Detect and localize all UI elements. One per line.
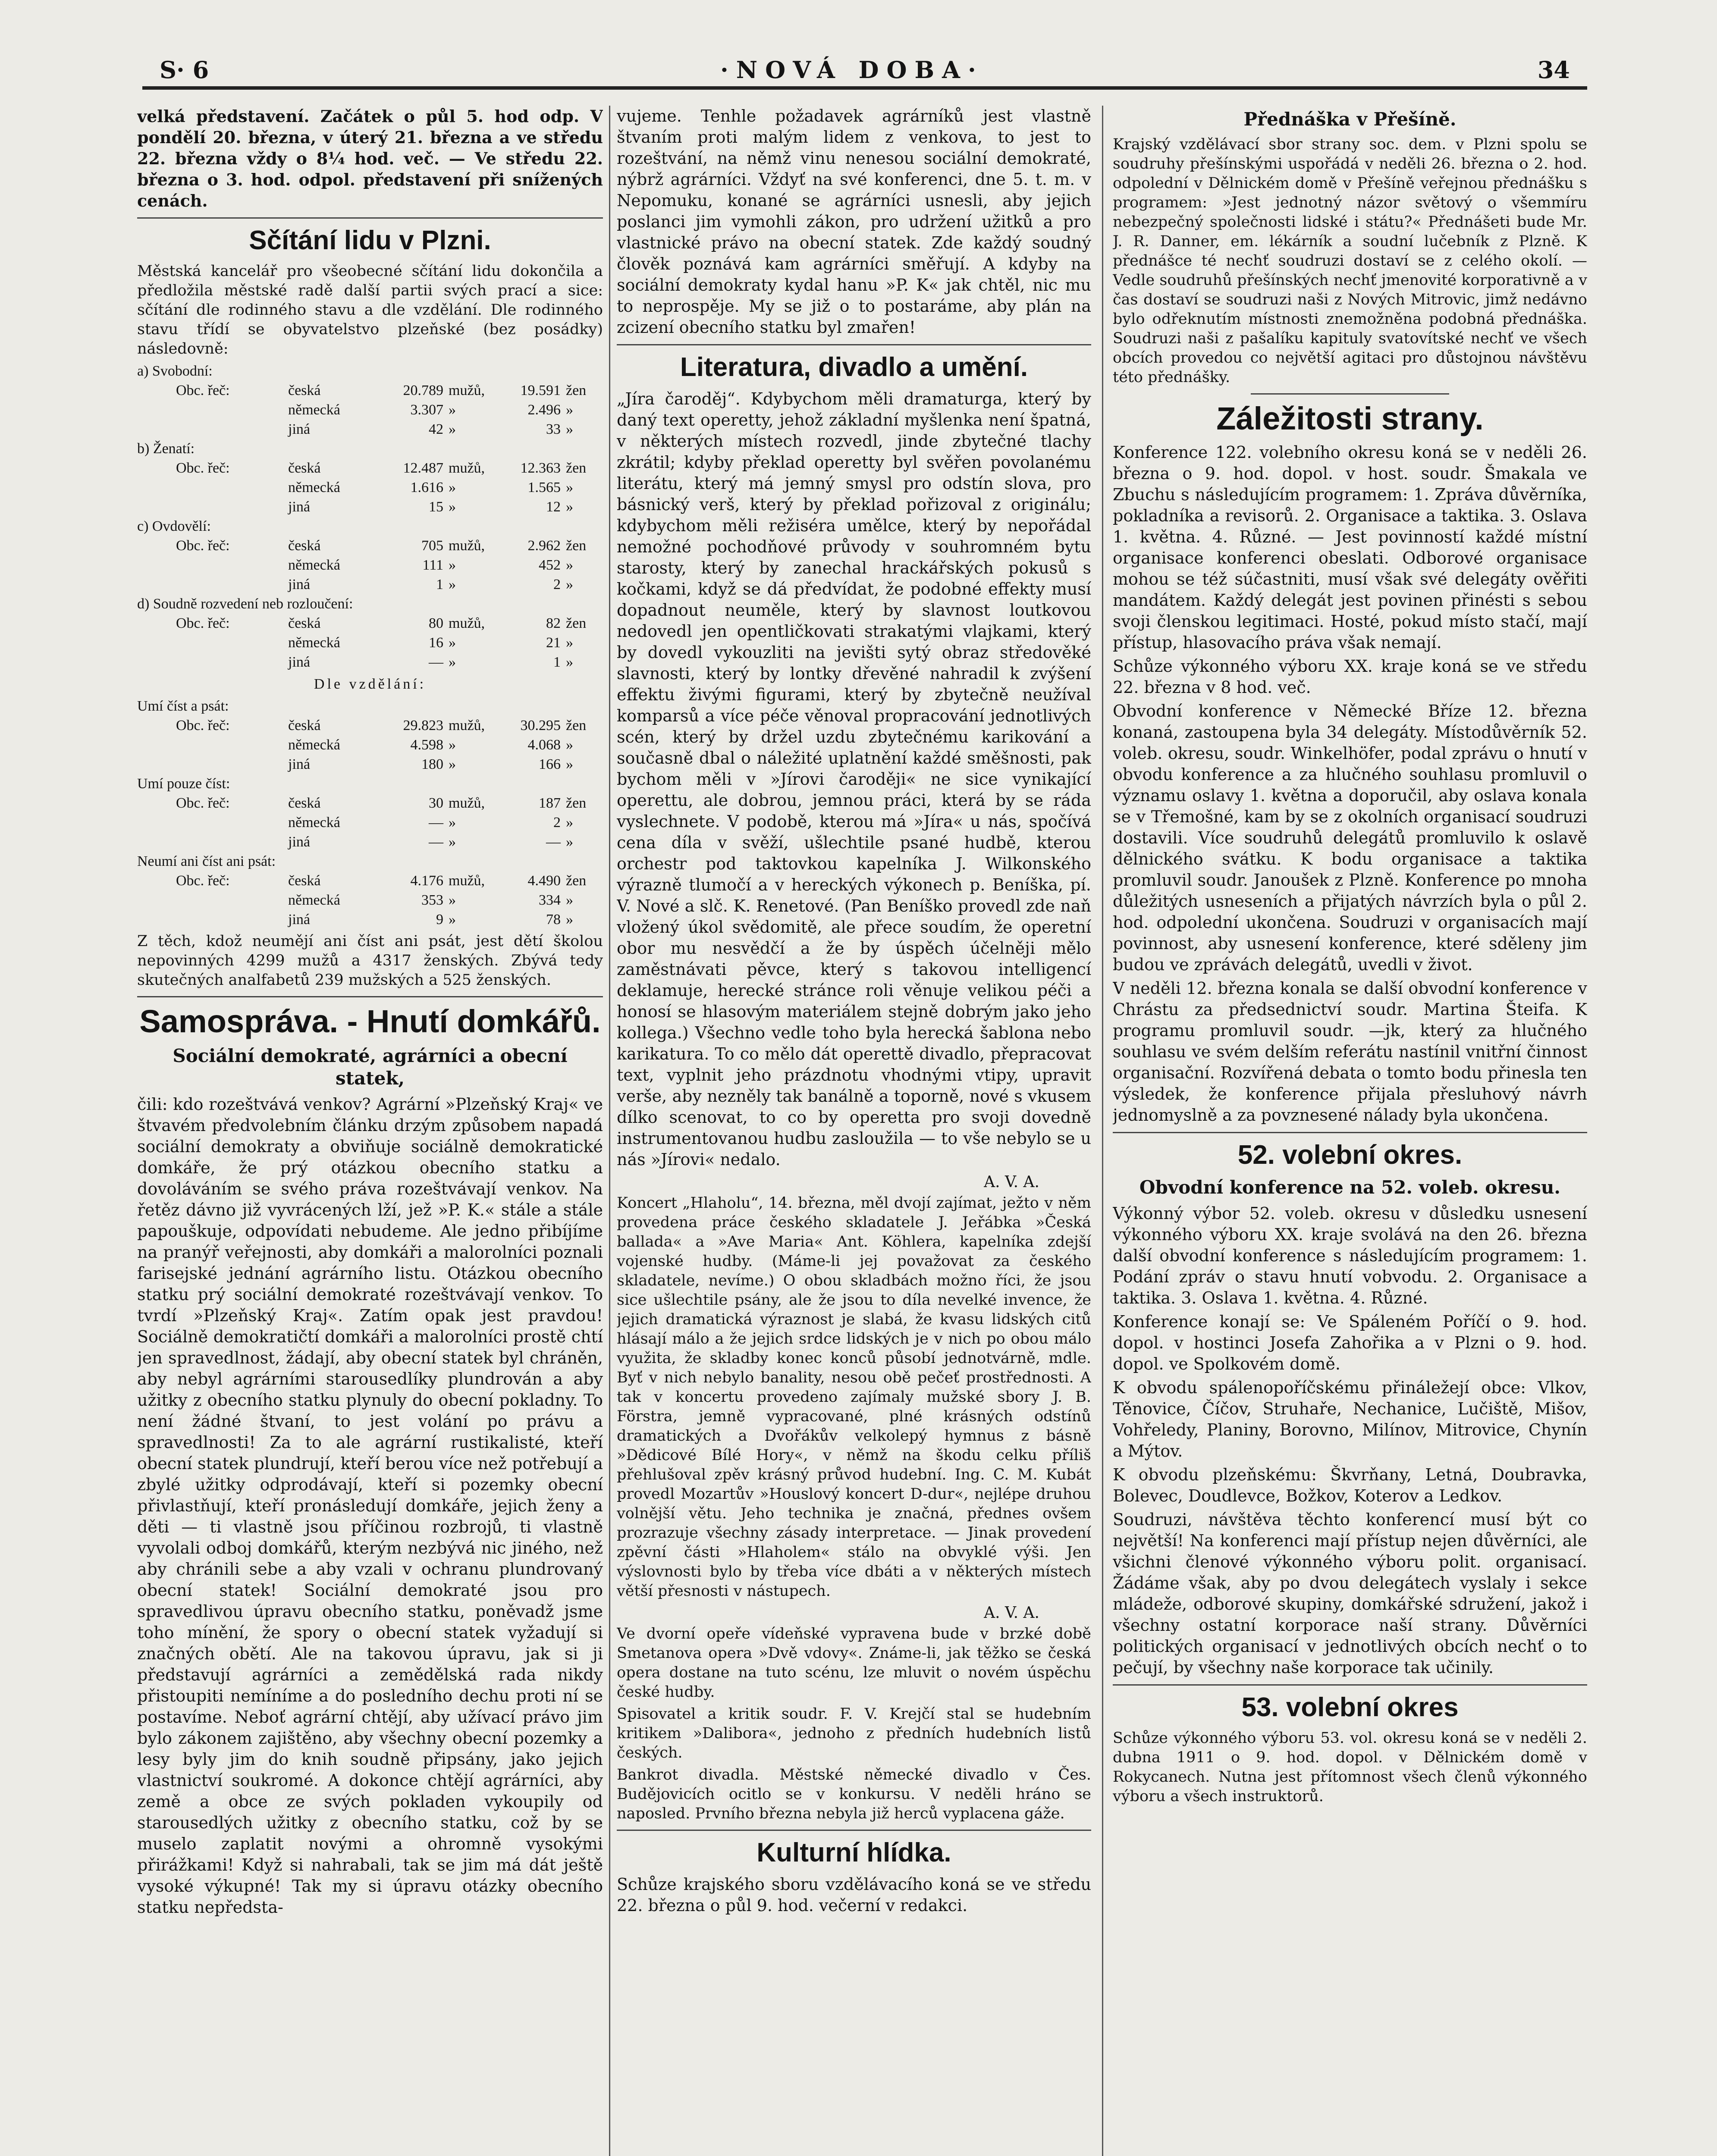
table-cell-cat: Obc. řeč: [176, 795, 230, 811]
table-cell-f: 166 [539, 756, 561, 772]
conference-122: Konference 122. volebního okresu koná se v neděli 26. března o 9. hod. dopol. v host. soudr. Šmakala ve Zbuchu s následujícím programem: 1. Zpráva důvěrníka, pokladníka a revisorů. 2. Organisace a taktika. 3. Oslava 1. května. 4. Různé. — Jest povinností každé místní organisace konferenci obeslati. Odborové organisace mohou se též súčastniti, musí však své delegáty ověřiti mandátem. Každý delegát jest povinen přinésti s sebou svoji členskou legitimaci. Hosté, pokud místo stačí, mají přístup, hlasovacího práva však nemají. [1113, 443, 1587, 652]
table-group-label: a) Svobodní: [137, 363, 213, 379]
table-cell-fu: » [566, 557, 573, 573]
table-cell-m: 4.176 [410, 873, 443, 889]
theatre-intro: velká představení. Začátek o půl 5. hod odp. V pondělí 20. března, v úterý 21. března a ve středu 22. března vždy o 8¼ hod. več. — Ve středu 22. března o 3. hod. odpol. představení při snížených cenách. [137, 107, 603, 210]
table-cell-cat [137, 497, 288, 517]
table-cell-m: 111 [422, 557, 443, 573]
table-cell-lang: německá [288, 737, 340, 753]
table-cell-m: 42 [429, 421, 443, 437]
conference-nemecka-briza: Obvodní konference v Německé Bříze 12. března konaná, zastoupena byla 34 delegáty. Místodůvěrník 52. voleb. okresu, soudr. Winkelhöfer, podal zprávu o hnutí v obvodu konference a za hlučného souhlasu promluvil o významu oslavy 1. května a doporučil, aby oslava konala se v Třemošné, kam by se z okolních organisací soudruzi dostavili. Více soudruhů delegátů promluvilo k oslavě dělnického svátku. K bodu organisace a taktika promluvil soudr. Janoušek z Plzně. Konference po mnoha důležitých usneseních a přijatých návrzích byla o půl 2. hod. odpolední ukončena. Soudruzi v organisacích mají povinnost, aby usnesení konference, které sděleny jim budou ve zprávách delegátů, uvedli v život. [1113, 702, 1587, 974]
table-cell-fu: » [566, 892, 573, 908]
table-cell-f: — [546, 834, 561, 850]
hlahol-concert: Koncert „Hlaholu“, 14. března, měl dvojí zajímat, ježto v něm provedena práce českého skladatele J. Jeřábka »Česká ballada« a »Ave Maria« Ant. Köhlera, kapelníka zdejší vojenské hudby. (Máme-li jej považovat za českého skladatele, nevíme.) O obou skladbách možno říci, že jsou sice ušlechtile psány, ale že jsou to díla nevelké invence, že jejich dramatická výraznost je slabá, že kvasu lidských citů hlásají málo a že jejich srdce lidských je v nich po obou málo využita, že skladby konec konců působí jednotvárně, mdle. Byť v nich nebylo banality, nesou obě pečeť prostřednosti. A tak v koncertu provedeno zajímaly mužské sbory J. B. Förstra, jemně vypracované, plné krásných odstínů dramatických a Dvořákův velkolepý hymnus z básně »Dědicové Bílé Hory«, v němž na škodu celku příliš přehlušoval zpěv krásný průvod hudební. Ing. C. M. Kubát provedl Mozartův »Houslový koncert D-dur«, nejlépe druhou volnější větu. Jeho technika je značná, přednes ovšem prozrazuje všechny zásady interpretace. — Jinak provedení zpěvní části »Hlaholem« stálo na obvyklé výši. Jen výslovnosti bylo by třeba více dbáti a v některých místech větší přesnosti v nástupech. [617, 1194, 1091, 1600]
table-cell-m: 353 [421, 892, 443, 908]
table-row [137, 575, 603, 594]
table-cell-mu: mužů, [449, 538, 485, 554]
table-cell-fu: žen [566, 795, 587, 811]
divider [1113, 1684, 1587, 1686]
table-cell-f: 21 [546, 635, 561, 651]
cultural-text: Schůze krajského sboru vzdělávacího koná se ve středu 22. března o půl 9. hod. večerní v redakci. [617, 1875, 1091, 1915]
table-cell-lang: německá [288, 557, 340, 573]
table-cell-fu: žen [566, 538, 587, 554]
table-cell-mu: mužů, [449, 382, 485, 398]
table-cell-mu: » [449, 834, 456, 850]
table-cell-lang: jiná [288, 421, 310, 437]
table-row [137, 910, 603, 929]
table-cell-fu: žen [566, 382, 587, 398]
theatre-bankrupt-note: Bankrot divadla. Městské německé divadlo v Čes. Budějovicích ocitlo se v konkursu. V neděli hráno se naposled. Prvního března nebyla již herců vyplacena gáže. [617, 1766, 1091, 1822]
table-cell-mu: » [449, 654, 456, 670]
table-row [137, 497, 603, 517]
table-row [137, 633, 603, 652]
column-1 [137, 106, 603, 2156]
table-cell-cat [137, 633, 288, 652]
table-row [137, 555, 603, 575]
table-cell-mu: mužů, [449, 873, 485, 889]
table-cell-m: 1.616 [410, 479, 443, 495]
table-group-label: Umí pouze číst: [137, 776, 230, 792]
table-cell-f: 1 [553, 654, 561, 670]
table-cell-cat: Obc. řeč: [176, 718, 230, 733]
table-group-label: c) Ovdovělí: [137, 518, 211, 534]
table-row [137, 614, 603, 633]
table-cell-cat: Obc. řeč: [176, 873, 230, 889]
table-cell-cat [137, 755, 288, 774]
table-cell-f: 19.591 [520, 382, 561, 398]
column-3 [1113, 106, 1587, 2156]
divider [617, 344, 1091, 345]
table-cell-m: 705 [421, 538, 443, 554]
table-cell-m: 9 [436, 912, 443, 928]
table-cell-cat [137, 400, 288, 420]
table-cell-cat [137, 575, 288, 594]
table-cell-fu: žen [566, 615, 587, 631]
table-cell-cat: Obc. řeč: [176, 460, 230, 476]
table-cell-lang: česká [288, 538, 321, 554]
table-row [137, 832, 603, 852]
table-cell-lang: česká [288, 718, 321, 733]
table-row [137, 652, 603, 672]
table-row [137, 890, 603, 910]
literature-title: Literatura, divadlo a umění. [680, 352, 1028, 382]
table-cell-lang: německá [288, 635, 340, 651]
column-2 [617, 106, 1091, 2156]
table-cell-mu: » [449, 635, 456, 651]
page-number-left: S· 6 [160, 56, 209, 84]
table-cell-m: — [429, 654, 443, 670]
signature: A. V. A. [984, 1173, 1039, 1191]
table-cell-lang: jiná [288, 912, 310, 928]
education-table [137, 696, 603, 929]
census-closing: Z těch, kdož neumějí ani číst ani psát, jest dětí školou nepovinných 4299 mužů a 4317 ženských. Zbývá tedy skutečných analfabetů 239 mužských a 525 ženských. [137, 933, 603, 989]
samosprava-subtitle: Sociální demokraté, agrárníci a obecní statek, [173, 1045, 568, 1089]
district-52-plzen: K obvodu plzeňskému: Škvrňany, Letná, Doubravka, Bolevec, Doudlevce, Božkov, Koterov a Ledkov. [1113, 1465, 1587, 1505]
divider [1113, 1132, 1587, 1133]
table-cell-lang: jiná [288, 654, 310, 670]
masthead-title: ·NOVÁ DOBA· [720, 56, 984, 84]
table-cell-mu: mužů, [449, 615, 485, 631]
table-cell-f: 82 [546, 615, 561, 631]
table-cell-f: 2.496 [527, 402, 561, 418]
table-cell-mu: mužů, [449, 718, 485, 733]
table-row [137, 536, 603, 555]
table-cell-fu: » [566, 499, 573, 515]
table-cell-f: 2 [553, 577, 561, 592]
column-divider [609, 106, 610, 2156]
table-cell-f: 4.068 [527, 737, 561, 753]
divider [1251, 393, 1449, 395]
table-cell-m: 16 [429, 635, 443, 651]
table-cell-lang: jiná [288, 577, 310, 592]
census-title: Sčítání lidu v Plzni. [249, 226, 491, 255]
jira-review: „Jíra čaroděj“. Kdybychom měli dramaturga, který by daný text operetty, jehož základní myšlenka není špatná, v některých místech rozvedl, jinde zbytečné tlachy zkrátil; kdyby překlad operetty byl svěřen povolanému literátu, který má jemný smysl pro odstín slova, pro básnický verš, který by překlad pořizoval z originálu; kdybychom měli režiséra umělce, který by nepořádal nemožné pochodňové průvody v souhromném bytu starosty, který by zanechal hrackářských pokusů s kočkami, když se dá předvídat, že podobné effekty musí dopadnout neuměle, který by slavnost loutkovou nedovedl jen opentličkovati strakatými vlajkami, který by dovedl vykouzliti na jevišti sytý obraz středověké slavnosti, který by lontky dřevěné nahradil k zvýšení effektu živými figurami, který by zbytečně neužíval komparsů a více péče věnoval propracování jednotlivých scén, který by držel uzdu zbytečnému karikování a současně dbal o náležité uplatnění každé směšnosti, pak bychom měli v »Jírovi čaroději« ne sice vynikající operettu, ale dobrou, jemnou práci, která by se ráda vyslechnete. V podobě, kterou má »Jíra« u nás, spočívá cena díla v svěží, ušlechtile psané hudbě, kterou orchestr pod taktovkou kapelníka J. Wilkonského výrazně tlumočí a v hereckých výkonech p. Beníška, pí. V. Nové a slč. K. Renetové. (Pan Beníško provedl zde naň vložený úkol svědomitě, ale přece soudím, že operetní obor mu nesvědčí a že by úspěch účelněji mělo zaměstnávati pěvce, který s takovou intelligencí deklamuje, herecké stránce roli věnuje velikou péči a honosí se hlasovým materiálem stejně dobrým jako jeho kollega.) Všechno vedle toho byla herecká šablona nebo karikatura. To co mělo dát operettě divadlo, přepracovat text, vyplnit jeho prázdnotu vhodnými vtipy, upravit verše, aby nezněly tak banálně a toporně, nové s vkusem dílko scenovat, to co by operetta pro svoji dovedně instrumentovanou hudbu zasloužila — to vše nebylo se u nás »Jírovi« nedalo. [617, 389, 1091, 1169]
page-header [142, 52, 1587, 86]
table-cell-m: 80 [429, 615, 443, 631]
table-cell-lang: česká [288, 382, 321, 398]
table-cell-lang: česká [288, 873, 321, 889]
table-cell-lang: jiná [288, 834, 310, 850]
table-cell-m: 180 [421, 756, 443, 772]
table-row [137, 813, 603, 832]
krejci-note: Spisovatel a kritik soudr. F. V. Krejčí stal se hudebním kritikem »Dalibora«, jednoho z předních hudebních listů českých. [617, 1705, 1091, 1761]
census-table [137, 361, 603, 672]
page-number-right: 34 [1537, 56, 1570, 84]
vienna-opera-note: Ve dvorní opeře vídeňské vypravena bude v brzké době Smetanova opera »Dvě vdovy«. Známe-li, jak těžko se česká opera dostane na tuto scénu, lze mluvit o novém úspěchu české hudby. [617, 1625, 1091, 1701]
table-cell-fu: žen [566, 460, 587, 476]
table-cell-lang: česká [288, 615, 321, 631]
table-cell-fu: » [566, 834, 573, 850]
committee-xx: Schůze výkonného výboru XX. kraje koná se ve středu 22. března v 8 hod. več. [1113, 657, 1587, 697]
table-cell-fu: » [566, 815, 573, 830]
table-cell-mu: » [449, 499, 456, 515]
lecture-title: Přednáška v Přešíně. [1243, 109, 1456, 130]
table-cell-lang: jiná [288, 756, 310, 772]
table-cell-lang: česká [288, 795, 321, 811]
table-cell-f: 12.363 [520, 460, 561, 476]
table-cell-fu: » [566, 635, 573, 651]
table-cell-fu: » [566, 421, 573, 437]
table-row [137, 793, 603, 813]
district-52-text: Výkonný výbor 52. voleb. okresu v důsledku usnesení výkonného výboru XX. kraje svolává na den 26. března další obvodní konference s následujícím programem: 1. Podání zpráv o stavu hnutí vobvodu. 2. Organisace a taktika. 3. Oslava 1. května. 4. Různé. [1113, 1204, 1587, 1307]
table-row [137, 400, 603, 420]
table-cell-m: 4.598 [410, 737, 443, 753]
table-cell-m: — [429, 834, 443, 850]
table-cell-f: 1.565 [527, 479, 561, 495]
table-cell-f: 2 [553, 815, 561, 830]
lecture-text: Krajský vzdělávací sbor strany soc. dem. v Plzni spolu se soudruhy přešínskými uspořádá v neděli 26. března o 2. hod. odpolední v Dělnickém domě v Přešíně veřejnou přednášku s programem: »Jest jednotný názor světový o všemmíru nebezpečný společnosti lidské i státu?« Přednášeti bude Mr. J. R. Danner, em. lékárník a soudní lučebník z Plzně. K přednášce té nechť soudruzi dostaví se z celého okolí. — Vedle soudruhů přešínských nechť jmenovité korporativně a v čas dostaví se soudruzi naši z Nových Mitrovic, jimž nedávno bylo odřeknutím místnosti znemožněna podobná přednáška. Soudruzi naši z pašalíku kapituly svatovítské nechť ve všech obcích provedou co největší agitaci pro důstojnou návštěvu této přednášky. [1113, 136, 1587, 386]
table-cell-mu: » [449, 421, 456, 437]
table-cell-lang: jiná [288, 499, 310, 515]
table-group-label: b) Ženatí: [137, 441, 195, 457]
table-cell-fu: žen [566, 718, 587, 733]
table-cell-cat [137, 813, 288, 832]
table-cell-cat [137, 890, 288, 910]
census-text: Městská kancelář pro všeobecné sčítání lidu dokončila a předložila městské radě další partii svých prací a sice: sčítání dle rodinného stavu a dle vzdělání. Dle rodinného stavu třídí se obyvatelstvo plzeňské (bez posádky) následovně: [137, 263, 603, 357]
table-row [137, 458, 603, 478]
table-cell-m: 29.823 [403, 718, 443, 733]
education-heading [137, 674, 603, 694]
table-cell-fu: » [566, 756, 573, 772]
table-cell-f: 4.490 [527, 873, 561, 889]
table-cell-mu: » [449, 892, 456, 908]
education-heading-text: Dle vzdělání: [314, 676, 427, 692]
table-cell-m: 3.307 [410, 402, 443, 418]
table-cell-mu: » [449, 577, 456, 592]
table-row [137, 716, 603, 735]
table-cell-m: 20.789 [403, 382, 443, 398]
table-row [137, 478, 603, 497]
table-cell-cat [137, 832, 288, 852]
table-cell-mu: » [449, 737, 456, 753]
district-53-text: Schůze výkonného výboru 53. vol. okresu koná se v neděli 2. dubna 1911 o 9. hod. dopol. v Dělnickém domě v Rokycanech. Nutna jest přítomnost všech členů výkonného výboru a všech instruktorů. [1113, 1730, 1587, 1805]
table-cell-m: 1 [436, 577, 443, 592]
header-rule [142, 86, 1587, 90]
table-cell-fu: žen [566, 873, 587, 889]
table-cell-lang: německá [288, 479, 340, 495]
table-cell-fu: » [566, 479, 573, 495]
table-group-label: Umí číst a psát: [137, 698, 229, 714]
table-cell-cat: Obc. řeč: [176, 382, 230, 398]
signature: A. V. A. [984, 1604, 1039, 1622]
table-cell-mu: » [449, 479, 456, 495]
table-cell-cat: Obc. řeč: [176, 615, 230, 631]
table-group-label: d) Soudně rozvedení neb rozloučení: [137, 596, 353, 612]
district-52-venues: Konference konají se: Ve Spáleném Poříčí o 9. hod. dopol. v hostinci Josefa Zahořika a v Plzni o 9. hod. dopol. ve Spolkovém domě. [1113, 1312, 1587, 1373]
table-cell-fu: » [566, 577, 573, 592]
table-cell-cat [137, 735, 288, 755]
table-row [137, 755, 603, 774]
table-cell-f: 187 [539, 795, 561, 811]
district-52-subtitle: Obvodní konference na 52. voleb. okresu. [1139, 1177, 1561, 1198]
table-cell-lang: německá [288, 815, 340, 830]
table-cell-mu: » [449, 815, 456, 830]
table-cell-m: 15 [429, 499, 443, 515]
samosprava-text: čili: kdo rozeštvává venkov? Agrární »Plzeňský Kraj« ve štvavém předvolebním článku drzým způsobem napadá sociální demokraty a obviňuje sociálně demokratické domkáře, že prý otázkou obecního statku a dovoláváním se svého práva rozeštvávají venkov. Na řetěz dávno již vyvrácených lží, jež »P. K.« stále a stále papouškuje, odpovídati nebudeme. Ale jedno přibíjíme na pranýř veřejnosti, aby domkáři a malorolníci poznali farisejské jednání agrárního listu. Otázkou obecního statku prý sociální demokraté rozeštvávají venkov. To tvrdí »Plzeňský Kraj«. Zatím opak jest pravdou! Sociálně demokratičtí domkáři a malorolníci prostě chtí jen spravedlnost, žádají, aby obecní statek byl chráněn, aby nebyl agrárními starousedlíky plundrován a aby užitky z obecního statku plynuly do obecní pokladny. To není žádné štvaní, to jest volání po právu a spravedlnosti! Za to ale agrární rustikalisté, kteří obecní statek plundrují, kteří berou více než potřebují a zbylé užitky odprodávají, kteří si pozemky obecní přivlastňují, kteří pronásledují domkáře, jejich ženy a děti — ti vlastně jsou příčinou rozbrojů, ti vlastně vyvolali odboj domkářů, kterým nezbývá nic jiného, než aby chránili sebe a aby vzali v ochranu plundrovaný obecní statek! Sociální demokraté jsou pro spravedlivou úpravu obecního statku, poněvadž jsme toho mínění, že spory o obecní statek vyžadují si značných obětí. Ale na takovou úpravu, jak si ji představují agrárníci a zemědělská rada nikdy přistoupiti nemíníme a do posledního dechu proti ní se postavíme. Neboť agrární chtějí, aby užívací právo jim bylo zákonem zajištěno, aby všechny obecní pozemky a lesy byly jim do knih soudně připsány, jako jejich vlastnictví soukromé. A dokonce chtějí agrárníci, aby země a obce ze svých pokladen vykoupily od starousedlých užitky z obecního statku, což by se muselo zaplatit novými a ohromně vysokými přirážkami! Když si nahrabali, tak se jim má dát ještě vysoké výkupné! Tak my si úpravu otázky obecního statku nepředsta- [137, 1095, 603, 1917]
table-row [137, 735, 603, 755]
divider [617, 1830, 1091, 1831]
table-cell-mu: » [449, 557, 456, 573]
table-cell-cat [137, 420, 288, 439]
column-divider [1102, 106, 1103, 2156]
table-cell-fu: » [566, 737, 573, 753]
table-cell-f: 78 [546, 912, 561, 928]
table-cell-m: — [429, 815, 443, 830]
district-53-title: 53. volební okres [1241, 1692, 1459, 1722]
table-cell-cat [137, 910, 288, 929]
district-52-appeal: Soudruzi, návštěva těchto konferencí musí být co největší! Na konferenci mají přístup nejen důvěrníci, ale všichni členové výkonného výboru polit. organisací. Žádáme však, aby po dvou delegátech vyslaly i sekce mládeže, odborové skupiny, domkářské sdružení, jakož i všechny ostatní korporace naší strany. Důvěrníci politických organisací v jednotlivých obcích nechť o to pečují, by všechny naše korporace tak učinily. [1113, 1510, 1587, 1677]
party-title: Záležitosti strany. [1216, 401, 1484, 436]
table-cell-fu: » [566, 654, 573, 670]
table-cell-cat [137, 478, 288, 497]
table-cell-f: 33 [546, 421, 561, 437]
table-row [137, 420, 603, 439]
divider [137, 996, 603, 997]
table-cell-mu: » [449, 912, 456, 928]
district-52-spalene: K obvodu spálenopoříčskému přináležejí obce: Vlkov, Těnovice, Číčov, Struhaře, Nechanice, Lučiště, Mišov, Vohřeledy, Planiny, Borovno, Milínov, Mitrovice, Chynín a Mýtov. [1113, 1378, 1587, 1460]
table-cell-f: 334 [539, 892, 561, 908]
table-cell-lang: německá [288, 402, 340, 418]
table-cell-m: 30 [429, 795, 443, 811]
table-row [137, 381, 603, 400]
table-cell-lang: česká [288, 460, 321, 476]
table-group-label: Neumí ani číst ani psát: [137, 853, 276, 869]
table-row [137, 871, 603, 890]
cultural-title: Kulturní hlídka. [756, 1838, 951, 1868]
table-cell-fu: » [566, 402, 573, 418]
table-cell-mu: mužů, [449, 795, 485, 811]
table-cell-f: 2.962 [527, 538, 561, 554]
table-cell-cat [137, 555, 288, 575]
table-cell-mu: mužů, [449, 460, 485, 476]
table-cell-fu: » [566, 912, 573, 928]
table-cell-f: 30.295 [520, 718, 561, 733]
table-cell-cat [137, 652, 288, 672]
conference-chrast: V neděli 12. března konala se další obvodní konference v Chrástu za předsednictví soudr. Martina Šteifa. K programu promluvil soudr. —jk, který za hlučného souhlasu ve svém delším referátu nastínil vnitřní činnost organisační. Rozvířená debata o tomto bodu přinesla ten výsledek, že konference přijala přesluhový návrh jednomyslně a za povznesené nálady byla ukončena. [1113, 979, 1587, 1125]
district-52-title: 52. volební okres. [1237, 1140, 1463, 1170]
table-cell-f: 12 [546, 499, 561, 515]
table-cell-mu: » [449, 756, 456, 772]
table-cell-f: 452 [539, 557, 561, 573]
table-cell-cat: Obc. řeč: [176, 538, 230, 554]
samosprava-continuation: vujeme. Tenhle požadavek agrárníků jest vlastně štvaním proti malým lidem z venkova, to jest to rozeštvání, na němž vinu nenesou sociální demokraté, nýbrž agrárníci. Vždyť na své konferenci, dne 5. t. m. v Nepomuku, konané se agrárníci usnesli, aby jejich poslanci jim vymohli zákon, pro udržení užitků a pro vlastnické právo na obecní statek. Zde každý soudný člověk poznává kam agrárníci směřují. A kdyby na sociální demokraty kydal hanu »P. K« jak chtěl, nic mu to neprospěje. My se již o to postaráme, aby plán na zcizení obecního statku byl zmařen! [617, 107, 1091, 337]
table-cell-lang: německá [288, 892, 340, 908]
table-cell-mu: » [449, 402, 456, 418]
samosprava-title: Samospráva. - Hnutí domkářů. [139, 1003, 601, 1039]
table-cell-m: 12.487 [403, 460, 443, 476]
divider [137, 217, 603, 219]
